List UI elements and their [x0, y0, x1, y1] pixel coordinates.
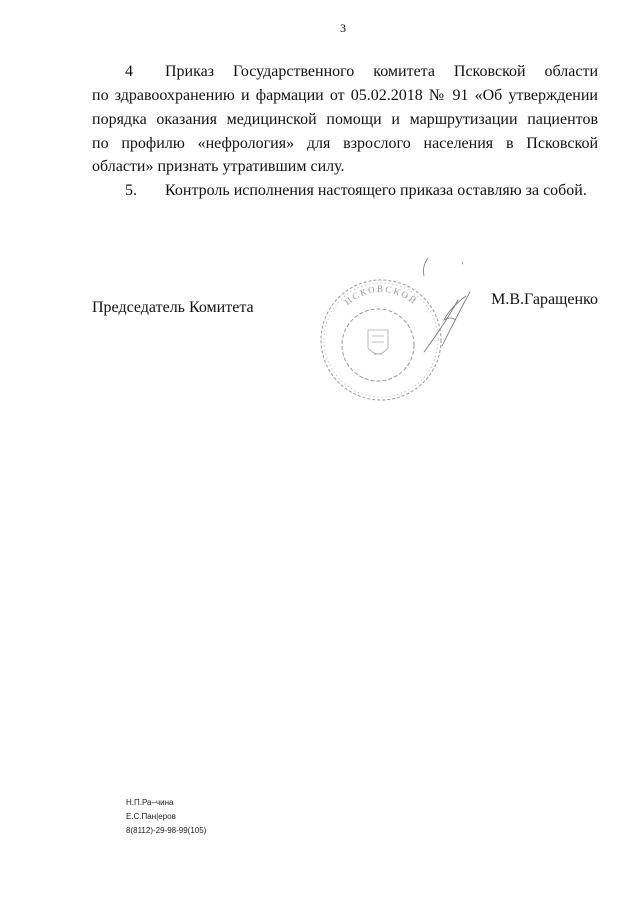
paragraph-number: 4 — [125, 63, 133, 80]
paragraph-line: Контроль исполнения настоящего приказа оставляю за собой. — [165, 182, 587, 199]
seal-outer-ring — [321, 280, 441, 400]
paragraph-number: 5. — [125, 182, 137, 199]
signatory-position: Председатель Комитета — [92, 299, 254, 316]
seal-emblem — [368, 330, 388, 354]
executor-name: Н.П.Ра–чина — [126, 798, 174, 807]
official-seal-stamp — [300, 250, 480, 430]
paragraph-line: по здравоохранению и фармации от 05.02.2018 № 91 «Об утверждении — [92, 87, 598, 104]
paragraph-line: области» признать утратившим силу. — [92, 158, 345, 175]
paragraph-line: порядка оказания медицинской помощи и маршрутизации пациентов — [92, 111, 598, 128]
seal-outer-ring-inner — [324, 283, 438, 397]
paragraph-line: по профилю «нефрология» для взрослого населения в Псковской — [92, 135, 598, 152]
page-number: 3 — [340, 21, 346, 35]
executor-phone: 8(8112)-29-98-99(105) — [126, 826, 207, 835]
seal-ring-text: ПСКОВСКОЙ — [342, 284, 420, 307]
paragraph-line: Приказ Государственного комитета Псковской области — [165, 63, 598, 80]
signatory-name: М.В.Гаращенко — [491, 291, 598, 308]
executor-name: Е.С.Пан|еров — [126, 812, 176, 821]
handwritten-signature — [424, 258, 471, 352]
seal-inner-ring — [342, 309, 414, 381]
